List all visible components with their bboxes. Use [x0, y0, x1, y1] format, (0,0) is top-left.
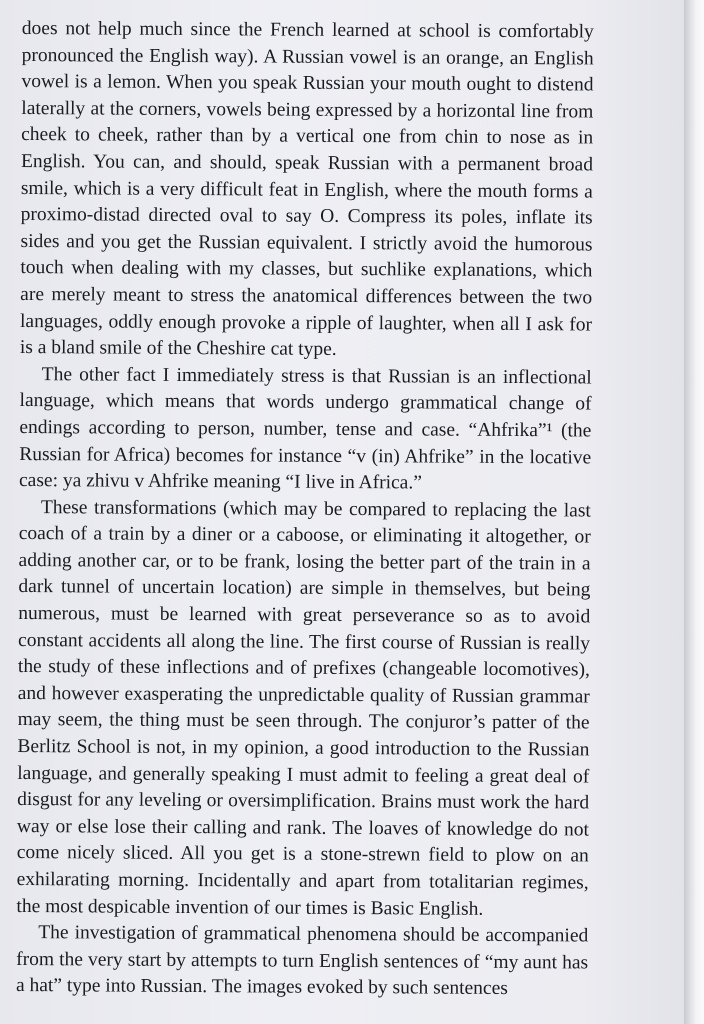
paragraph-4: The investigation of grammatical phenomena should be accompanied from the very start by attempts to turn English sentences of “my aunt has a hat” type into Russian. The images evoked by such sentences — [15, 922, 589, 1000]
paragraph-2: The other fact I immediately stress is that Russian is an inflectional language, which means that words undergo grammatical change of endings according to person, number, tense and case. “Ahfrika”¹ (the Russian for Africa) becomes for instance “v (in) Ahfrike” in the locative case: ya zhivu v Ahfrike meaning “I live in Africa.” — [19, 363, 592, 494]
paragraph-1: does not help much since the French learned at school is comfortably pronounced the English way). A Russian vowel is an orange, an English vowel is a lemon. When you speak Russian your mouth ought to distend laterally at the corners, vowels being expressed by a horizontal line from cheek to cheek, rather than by a vertical one from chin to nose as in English. You can, and should, speak Russian with a permanent broad smile, which is a very difficult feat in English, where the mouth forms a proximo-distad directed oval to say O. Compress its poles, inflate its sides and you get the Russian equivalent. I strictly avoid the humorous touch when dealing with my classes, but suchlike explanations, which are merely meant to stress the anatomical differences between the two languages, oddly enough provoke a ripple of laughter, when all I ask for is a bland smile of the Cheshire cat type. — [19, 17, 594, 361]
paragraph-3: These transformations (which may be compared to replacing the last coach of a train by a diner or a caboose, or eliminating it altogether, or adding another car, or to be frank, losing the better part of the train in a dark tunnel of uncertain location) are simple in themselves, but being numerous, must be learned with great perseverance so as to avoid constant accidents all along the line. The first course of Russian is really the study of these inflections and of prefixes (changeable locomotives), and however exasperating the unpredictable quality of Russian grammar may seem, the thing must be seen through. The conjuror’s patter of the Berlitz School is not, in my opinion, a good introduction to the Russian language, and generally speaking I must admit to feeling a great deal of disgust for any leveling or oversimplification. Brains must work the hard way or else lose their calling and rank. The loaves of knowledge do not come nicely sliced. All you get is a stone-strewn field to plow on an exhilarating morning. Incidentally and apart from totalitarian regimes, the most despicable invention of our times is Basic English. — [16, 496, 591, 920]
page-edge — [684, 0, 704, 1024]
body-text — [16, 0, 594, 1003]
